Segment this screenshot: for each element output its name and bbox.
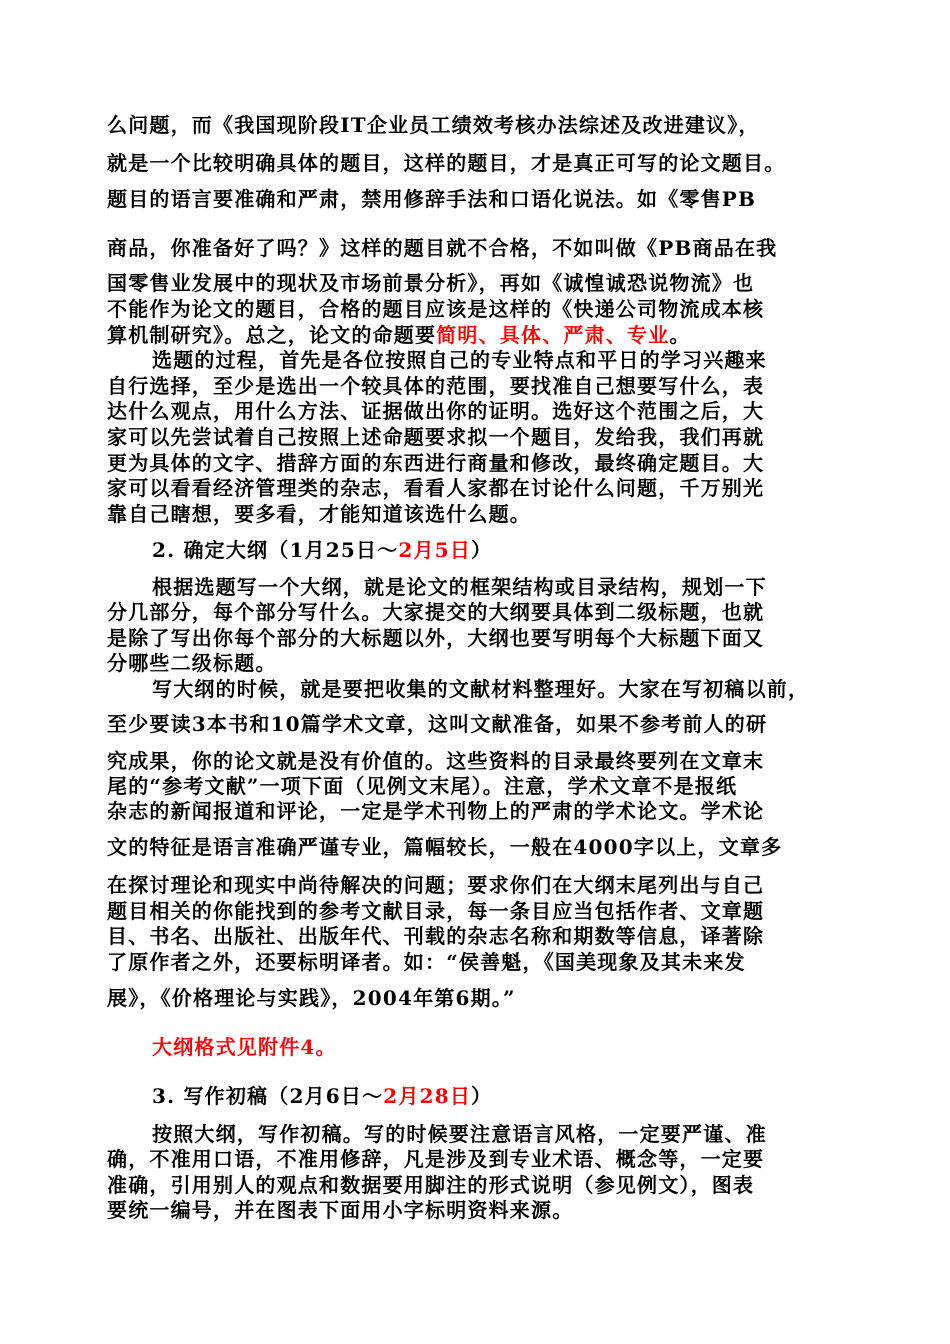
paragraph-line: [152, 347, 867, 373]
section-heading: [152, 1083, 867, 1109]
text-run: 究成果，你的论文就是没有价值的。这些资料的目录最终要列在文章末: [107, 749, 765, 773]
text-run: 展》，《价格理论与实践》，2004年第6期。”: [107, 986, 516, 1010]
paragraph-line: [107, 872, 867, 898]
paragraph-line: [107, 650, 867, 676]
paragraph-line: [107, 150, 867, 176]
paragraph-line: [107, 923, 867, 949]
text-run: 是除了写出你每个部分的大标题以外，大纲也要写明每个大标题下面又: [107, 626, 765, 650]
paragraph-line: [107, 186, 867, 212]
text-run: 算机制研究》。总之，论文的命题要: [107, 323, 437, 347]
text-run: 杂志的新闻报道和评论，一定是学术刊物上的严肃的学术论文。学术论: [107, 799, 765, 823]
text-run: 达什么观点，用什么方法、证据做出你的证明。选好这个范围之后，大: [107, 399, 765, 423]
paragraph-line: [107, 1197, 867, 1223]
paragraph-line: [107, 450, 867, 476]
text-run: 分几部分，每个部分写什么。大家提交的大纲要具体到二级标题，也就: [107, 600, 765, 624]
text-run: 在探讨理论和现实中尚待解决的问题；要求你们在大纲末尾列出与自己: [107, 873, 765, 897]
text-run: 尾的“参考文献”一项下面（见例文末尾）。注意，学术文章不是报纸: [107, 774, 738, 798]
paragraph-line: [107, 398, 867, 424]
text-run: ）: [471, 538, 493, 562]
text-run: 不能作为论文的题目，合格的题目应该是这样的《快递公司物流成本核: [107, 297, 765, 321]
text-run: 目、书名、出版社、出版年代、刊载的杂志名称和期数等信息，译著除: [107, 924, 765, 948]
text-run: 准确，引用别人的观点和数据要用脚注的形式说明（参见例文），图表: [107, 1173, 755, 1197]
paragraph-line: [107, 501, 867, 527]
paragraph-line: [107, 599, 867, 625]
text-run: 家可以先尝试着自己按照上述命题要求拟一个题目，发给我，我们再就: [107, 425, 765, 449]
paragraph-line: [107, 270, 867, 296]
text-run: 更为具体的文字、措辞方面的东西进行商量和修改，最终确定题目。大: [107, 451, 765, 475]
paragraph-line: [107, 625, 867, 651]
text-run: 分哪些二级标题。: [107, 651, 277, 675]
paragraph-line: [152, 1121, 867, 1147]
text-run: 根据选题写一个大纲，就是论文的框架结构或目录结构，规划一下: [152, 575, 767, 599]
text-run: 3. 写作初稿（2月6日～: [152, 1084, 384, 1108]
text-run: 文的特征是语言准确严谨专业，篇幅较长，一般在4000字以上，文章多: [107, 835, 783, 859]
paragraph-line: [107, 296, 867, 322]
paragraph-line: [107, 834, 867, 860]
text-run: 选题的过程，首先是各位按照自己的专业特点和平日的学习兴趣来: [152, 348, 767, 372]
highlight-text: 2月5日: [398, 538, 472, 562]
paragraph-line: [107, 475, 867, 501]
text-run: 按照大纲，写作初稿。写的时候要注意语言风格，一定要严谨、准: [152, 1122, 767, 1146]
highlight-text: 2月28日: [383, 1084, 472, 1108]
paragraph-line: [107, 898, 867, 924]
text-run: 确，不准用口语，不准用修辞，凡是涉及到专业术语、概念等，一定要: [107, 1147, 765, 1171]
paragraph-line: [152, 676, 867, 702]
paragraph-line: [107, 748, 867, 774]
paragraph-line: [107, 235, 867, 261]
text-run: 题目的语言要准确和严肃，禁用修辞手法和口语化说法。如《零售PB: [107, 187, 757, 211]
paragraph-line: [107, 711, 867, 737]
section-heading: [152, 537, 867, 563]
attachment-note: [152, 1034, 867, 1060]
paragraph-line: [107, 1172, 867, 1198]
text-run: 了原作者之外，还要标明译者。如：“侯善魁，《国美现象及其未来发: [107, 950, 746, 974]
paragraph-line: [107, 1146, 867, 1172]
text-run: 2. 确定大纲（1月25日～: [152, 538, 399, 562]
text-run: 国零售业发展中的现状及市场前景分析》，再如《诚惶诚恐说物流》也: [107, 271, 755, 295]
text-run: 就是一个比较明确具体的题目，这样的题目，才是真正可写的论文题目。: [107, 151, 786, 175]
paragraph-line: [107, 798, 867, 824]
paragraph-line: [107, 949, 867, 975]
paragraph-line: [107, 424, 867, 450]
text-run: 商品，你准备好了吗？》这样的题目就不合格，不如叫做《PB商品在我: [107, 236, 778, 260]
text-run: 题目相关的你能找到的参考文献目录，每一条目应当包括作者、文章题: [107, 899, 765, 923]
text-run: 自行选择，至少是选出一个较具体的范围，要找准自己想要写什么，表: [107, 374, 765, 398]
paragraph-line: [107, 112, 867, 138]
paragraph-line: [107, 773, 867, 799]
text-run: 。: [669, 323, 691, 347]
paragraph-line: [152, 574, 867, 600]
text-run: 么问题，而《我国现阶段IT企业员工绩效考核办法综述及改进建议》，: [107, 113, 760, 137]
highlight-text: 大纲格式见附件4。: [152, 1035, 337, 1059]
text-run: 要统一编号，并在图表下面用小字标明资料来源。: [107, 1198, 574, 1222]
paragraph-line: [107, 373, 867, 399]
text-run: 写大纲的时候，就是要把收集的文献材料整理好。大家在写初稿以前，: [152, 677, 810, 701]
paragraph-line: [107, 985, 867, 1011]
paragraph-line: [107, 322, 867, 348]
text-run: 靠自己瞎想，要多看，才能知道该选什么题。: [107, 502, 531, 526]
highlight-text: 简明、具体、严肃、专业: [436, 323, 670, 347]
text-run: 至少要读3本书和10篇学术文章，这叫文献准备，如果不参考前人的研: [107, 712, 768, 736]
text-run: ）: [471, 1084, 493, 1108]
text-run: 家可以看看经济管理类的杂志，看看人家都在讨论什么问题，千万别光: [107, 476, 765, 500]
